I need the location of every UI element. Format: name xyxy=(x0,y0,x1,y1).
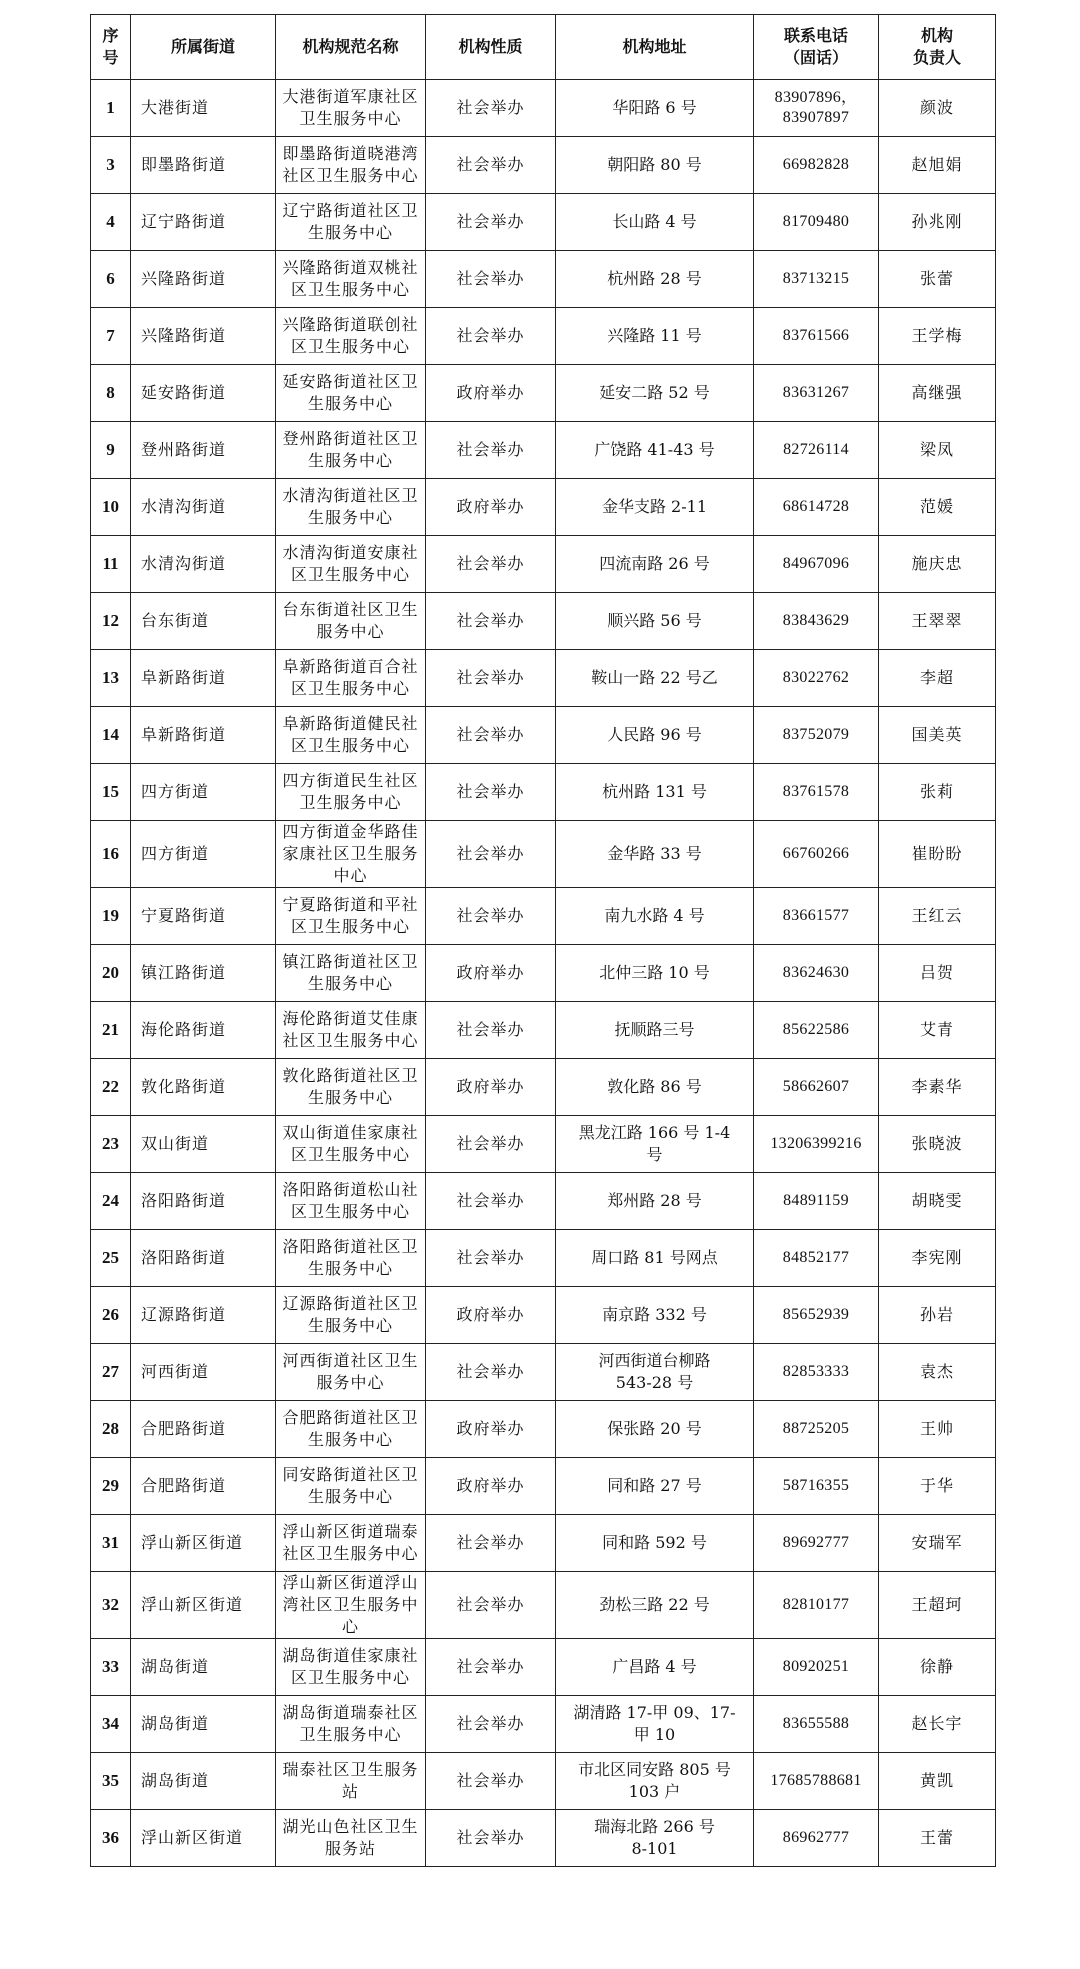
cell-idx: 14 xyxy=(91,707,131,764)
cell-person-in-charge: 李宪刚 xyxy=(879,1230,996,1287)
cell-institution-type: 社会举办 xyxy=(426,1696,556,1753)
cell-idx: 8 xyxy=(91,365,131,422)
cell-street: 阜新路街道 xyxy=(131,650,276,707)
cell-phone: 83624630 xyxy=(754,945,879,1002)
cell-person-in-charge: 王翠翠 xyxy=(879,593,996,650)
cell-phone: 58662607 xyxy=(754,1059,879,1116)
cell-institution-type: 社会举办 xyxy=(426,1515,556,1572)
cell-institution-name: 兴隆路街道联创社区卫生服务中心 xyxy=(276,308,426,365)
cell-institution-name: 辽源路街道社区卫生服务中心 xyxy=(276,1287,426,1344)
cell-phone: 83907896， 83907897 xyxy=(754,80,879,137)
table-row xyxy=(91,365,996,422)
table-row xyxy=(91,1002,996,1059)
cell-street: 湖岛街道 xyxy=(131,1696,276,1753)
cell-street: 大港街道 xyxy=(131,80,276,137)
cell-institution-type: 社会举办 xyxy=(426,821,556,888)
cell-idx: 1 xyxy=(91,80,131,137)
table-row xyxy=(91,1572,996,1639)
cell-phone: 83631267 xyxy=(754,365,879,422)
cell-person-in-charge: 孙兆刚 xyxy=(879,194,996,251)
cell-person-in-charge: 赵旭娟 xyxy=(879,137,996,194)
cell-institution-type: 政府举办 xyxy=(426,1059,556,1116)
cell-institution-name: 阜新路街道健民社区卫生服务中心 xyxy=(276,707,426,764)
cell-phone: 82726114 xyxy=(754,422,879,479)
cell-institution-name: 阜新路街道百合社区卫生服务中心 xyxy=(276,650,426,707)
cell-address: 同和路 592 号 xyxy=(556,1515,754,1572)
cell-person-in-charge: 孙岩 xyxy=(879,1287,996,1344)
cell-institution-type: 社会举办 xyxy=(426,1116,556,1173)
cell-institution-name: 台东街道社区卫生服务中心 xyxy=(276,593,426,650)
cell-person-in-charge: 高继强 xyxy=(879,365,996,422)
cell-phone: 83661577 xyxy=(754,888,879,945)
cell-address: 敦化路 86 号 xyxy=(556,1059,754,1116)
cell-institution-type: 社会举办 xyxy=(426,1639,556,1696)
cell-address: 金华路 33 号 xyxy=(556,821,754,888)
cell-address: 周口路 81 号网点 xyxy=(556,1230,754,1287)
cell-address: 北仲三路 10 号 xyxy=(556,945,754,1002)
cell-institution-type: 社会举办 xyxy=(426,251,556,308)
cell-idx: 10 xyxy=(91,479,131,536)
cell-person-in-charge: 王蕾 xyxy=(879,1810,996,1867)
cell-institution-type: 政府举办 xyxy=(426,945,556,1002)
cell-institution-type: 社会举办 xyxy=(426,1344,556,1401)
table-row xyxy=(91,308,996,365)
cell-institution-name: 敦化路街道社区卫生服务中心 xyxy=(276,1059,426,1116)
table-row xyxy=(91,650,996,707)
table-row xyxy=(91,888,996,945)
cell-phone: 68614728 xyxy=(754,479,879,536)
table-row xyxy=(91,764,996,821)
cell-phone: 82853333 xyxy=(754,1344,879,1401)
cell-idx: 35 xyxy=(91,1753,131,1810)
table-row xyxy=(91,1753,996,1810)
cell-phone: 83655588 xyxy=(754,1696,879,1753)
cell-phone: 83843629 xyxy=(754,593,879,650)
cell-address: 金华支路 2-11 xyxy=(556,479,754,536)
cell-person-in-charge: 胡晓雯 xyxy=(879,1173,996,1230)
cell-institution-name: 延安路街道社区卫生服务中心 xyxy=(276,365,426,422)
cell-idx: 36 xyxy=(91,1810,131,1867)
cell-institution-type: 社会举办 xyxy=(426,1572,556,1639)
header-address: 机构地址 xyxy=(556,15,754,80)
cell-institution-name: 瑞泰社区卫生服务站 xyxy=(276,1753,426,1810)
cell-phone: 83761578 xyxy=(754,764,879,821)
cell-address: 杭州路 28 号 xyxy=(556,251,754,308)
cell-person-in-charge: 李超 xyxy=(879,650,996,707)
cell-person-in-charge: 国美英 xyxy=(879,707,996,764)
cell-phone: 84852177 xyxy=(754,1230,879,1287)
cell-person-in-charge: 王红云 xyxy=(879,888,996,945)
cell-institution-type: 社会举办 xyxy=(426,422,556,479)
cell-person-in-charge: 颜波 xyxy=(879,80,996,137)
table-row xyxy=(91,80,996,137)
cell-street: 兴隆路街道 xyxy=(131,251,276,308)
table-row xyxy=(91,821,996,888)
table-row xyxy=(91,1287,996,1344)
table-header xyxy=(91,15,996,80)
cell-street: 湖岛街道 xyxy=(131,1753,276,1810)
header-idx: 序 号 xyxy=(91,15,131,80)
cell-address: 延安二路 52 号 xyxy=(556,365,754,422)
cell-address: 南九水路 4 号 xyxy=(556,888,754,945)
cell-idx: 3 xyxy=(91,137,131,194)
cell-idx: 11 xyxy=(91,536,131,593)
table-row xyxy=(91,1810,996,1867)
cell-person-in-charge: 崔盼盼 xyxy=(879,821,996,888)
table-row xyxy=(91,1344,996,1401)
cell-institution-name: 辽宁路街道社区卫生服务中心 xyxy=(276,194,426,251)
cell-idx: 34 xyxy=(91,1696,131,1753)
cell-idx: 9 xyxy=(91,422,131,479)
table-row xyxy=(91,1515,996,1572)
cell-person-in-charge: 张蕾 xyxy=(879,251,996,308)
cell-phone: 83752079 xyxy=(754,707,879,764)
table-row xyxy=(91,251,996,308)
cell-person-in-charge: 安瑞军 xyxy=(879,1515,996,1572)
cell-street: 即墨路街道 xyxy=(131,137,276,194)
cell-institution-type: 社会举办 xyxy=(426,650,556,707)
cell-institution-type: 政府举办 xyxy=(426,365,556,422)
table-row xyxy=(91,422,996,479)
cell-person-in-charge: 张莉 xyxy=(879,764,996,821)
cell-person-in-charge: 梁凤 xyxy=(879,422,996,479)
cell-address: 南京路 332 号 xyxy=(556,1287,754,1344)
cell-street: 洛阳路街道 xyxy=(131,1230,276,1287)
table-row xyxy=(91,137,996,194)
cell-institution-type: 社会举办 xyxy=(426,1230,556,1287)
cell-institution-type: 社会举办 xyxy=(426,536,556,593)
cell-address: 华阳路 6 号 xyxy=(556,80,754,137)
cell-institution-name: 登州路街道社区卫生服务中心 xyxy=(276,422,426,479)
cell-idx: 22 xyxy=(91,1059,131,1116)
cell-idx: 32 xyxy=(91,1572,131,1639)
cell-street: 宁夏路街道 xyxy=(131,888,276,945)
header-street: 所属街道 xyxy=(131,15,276,80)
cell-person-in-charge: 张晓波 xyxy=(879,1116,996,1173)
cell-phone: 81709480 xyxy=(754,194,879,251)
cell-phone: 85652939 xyxy=(754,1287,879,1344)
cell-idx: 20 xyxy=(91,945,131,1002)
cell-street: 辽宁路街道 xyxy=(131,194,276,251)
table-row xyxy=(91,536,996,593)
cell-address: 四流南路 26 号 xyxy=(556,536,754,593)
cell-address: 兴隆路 11 号 xyxy=(556,308,754,365)
cell-person-in-charge: 赵长宇 xyxy=(879,1696,996,1753)
cell-address: 市北区同安路 805 号 103 户 xyxy=(556,1753,754,1810)
cell-street: 水清沟街道 xyxy=(131,479,276,536)
cell-address: 顺兴路 56 号 xyxy=(556,593,754,650)
cell-phone: 84891159 xyxy=(754,1173,879,1230)
table-row xyxy=(91,707,996,764)
cell-person-in-charge: 施庆忠 xyxy=(879,536,996,593)
cell-address: 郑州路 28 号 xyxy=(556,1173,754,1230)
cell-address: 河西街道台柳路 543-28 号 xyxy=(556,1344,754,1401)
header-person: 机构 负责人 xyxy=(879,15,996,80)
cell-address: 同和路 27 号 xyxy=(556,1458,754,1515)
cell-street: 合肥路街道 xyxy=(131,1401,276,1458)
cell-street: 洛阳路街道 xyxy=(131,1173,276,1230)
cell-street: 镇江路街道 xyxy=(131,945,276,1002)
table-row xyxy=(91,1696,996,1753)
cell-idx: 16 xyxy=(91,821,131,888)
cell-institution-name: 合肥路街道社区卫生服务中心 xyxy=(276,1401,426,1458)
table-row xyxy=(91,945,996,1002)
cell-idx: 13 xyxy=(91,650,131,707)
cell-institution-name: 兴隆路街道双桃社区卫生服务中心 xyxy=(276,251,426,308)
table-row xyxy=(91,1458,996,1515)
cell-idx: 33 xyxy=(91,1639,131,1696)
cell-idx: 26 xyxy=(91,1287,131,1344)
cell-phone: 58716355 xyxy=(754,1458,879,1515)
cell-phone: 66982828 xyxy=(754,137,879,194)
institution-table-sheet xyxy=(90,14,995,1867)
cell-phone: 13206399216 xyxy=(754,1116,879,1173)
cell-phone: 86962777 xyxy=(754,1810,879,1867)
cell-idx: 31 xyxy=(91,1515,131,1572)
cell-institution-name: 水清沟街道社区卫生服务中心 xyxy=(276,479,426,536)
cell-idx: 7 xyxy=(91,308,131,365)
cell-person-in-charge: 王超珂 xyxy=(879,1572,996,1639)
cell-street: 浮山新区街道 xyxy=(131,1515,276,1572)
table-body xyxy=(91,80,996,1867)
cell-phone: 85622586 xyxy=(754,1002,879,1059)
header-phone: 联系电话 （固话） xyxy=(754,15,879,80)
cell-person-in-charge: 徐静 xyxy=(879,1639,996,1696)
cell-institution-type: 政府举办 xyxy=(426,1458,556,1515)
table-row xyxy=(91,194,996,251)
cell-institution-name: 湖光山色社区卫生服务站 xyxy=(276,1810,426,1867)
cell-institution-type: 社会举办 xyxy=(426,308,556,365)
cell-street: 登州路街道 xyxy=(131,422,276,479)
header-type: 机构性质 xyxy=(426,15,556,80)
cell-person-in-charge: 王帅 xyxy=(879,1401,996,1458)
cell-institution-type: 社会举办 xyxy=(426,764,556,821)
cell-institution-type: 社会举办 xyxy=(426,888,556,945)
cell-street: 河西街道 xyxy=(131,1344,276,1401)
cell-street: 浮山新区街道 xyxy=(131,1810,276,1867)
cell-phone: 17685788681 xyxy=(754,1753,879,1810)
cell-person-in-charge: 黄凯 xyxy=(879,1753,996,1810)
cell-institution-name: 洛阳路街道社区卫生服务中心 xyxy=(276,1230,426,1287)
cell-institution-name: 双山街道佳家康社区卫生服务中心 xyxy=(276,1116,426,1173)
cell-street: 延安路街道 xyxy=(131,365,276,422)
cell-phone: 88725205 xyxy=(754,1401,879,1458)
cell-street: 四方街道 xyxy=(131,821,276,888)
cell-address: 广饶路 41-43 号 xyxy=(556,422,754,479)
table-row xyxy=(91,593,996,650)
cell-address: 保张路 20 号 xyxy=(556,1401,754,1458)
cell-institution-type: 社会举办 xyxy=(426,137,556,194)
cell-address: 劲松三路 22 号 xyxy=(556,1572,754,1639)
cell-idx: 19 xyxy=(91,888,131,945)
cell-address: 广昌路 4 号 xyxy=(556,1639,754,1696)
cell-person-in-charge: 于华 xyxy=(879,1458,996,1515)
cell-institution-name: 四方街道民生社区卫生服务中心 xyxy=(276,764,426,821)
table-row xyxy=(91,1401,996,1458)
cell-idx: 29 xyxy=(91,1458,131,1515)
cell-institution-name: 水清沟街道安康社区卫生服务中心 xyxy=(276,536,426,593)
cell-institution-type: 社会举办 xyxy=(426,593,556,650)
table-row xyxy=(91,479,996,536)
cell-institution-name: 大港街道军康社区卫生服务中心 xyxy=(276,80,426,137)
cell-idx: 24 xyxy=(91,1173,131,1230)
cell-idx: 4 xyxy=(91,194,131,251)
cell-person-in-charge: 吕贺 xyxy=(879,945,996,1002)
cell-address: 朝阳路 80 号 xyxy=(556,137,754,194)
cell-idx: 25 xyxy=(91,1230,131,1287)
cell-institution-type: 政府举办 xyxy=(426,1287,556,1344)
cell-person-in-charge: 王学梅 xyxy=(879,308,996,365)
cell-address: 抚顺路三号 xyxy=(556,1002,754,1059)
cell-address: 杭州路 131 号 xyxy=(556,764,754,821)
cell-institution-name: 河西街道社区卫生服务中心 xyxy=(276,1344,426,1401)
cell-idx: 28 xyxy=(91,1401,131,1458)
cell-institution-type: 社会举办 xyxy=(426,1753,556,1810)
cell-idx: 6 xyxy=(91,251,131,308)
cell-person-in-charge: 李素华 xyxy=(879,1059,996,1116)
table-row xyxy=(91,1639,996,1696)
institution-table xyxy=(90,14,996,1867)
cell-institution-name: 浮山新区街道浮山湾社区卫生服务中心 xyxy=(276,1572,426,1639)
cell-idx: 12 xyxy=(91,593,131,650)
cell-street: 双山街道 xyxy=(131,1116,276,1173)
cell-street: 阜新路街道 xyxy=(131,707,276,764)
cell-phone: 82810177 xyxy=(754,1572,879,1639)
cell-phone: 66760266 xyxy=(754,821,879,888)
cell-address: 鞍山一路 22 号乙 xyxy=(556,650,754,707)
cell-street: 水清沟街道 xyxy=(131,536,276,593)
cell-institution-name: 湖岛街道瑞泰社区卫生服务中心 xyxy=(276,1696,426,1753)
table-row xyxy=(91,1059,996,1116)
cell-street: 海伦路街道 xyxy=(131,1002,276,1059)
cell-street: 敦化路街道 xyxy=(131,1059,276,1116)
table-row xyxy=(91,1173,996,1230)
cell-institution-type: 政府举办 xyxy=(426,1401,556,1458)
cell-street: 台东街道 xyxy=(131,593,276,650)
cell-institution-type: 社会举办 xyxy=(426,1173,556,1230)
cell-institution-type: 社会举办 xyxy=(426,80,556,137)
cell-idx: 27 xyxy=(91,1344,131,1401)
cell-institution-name: 湖岛街道佳家康社区卫生服务中心 xyxy=(276,1639,426,1696)
cell-institution-name: 即墨路街道晓港湾社区卫生服务中心 xyxy=(276,137,426,194)
cell-phone: 83761566 xyxy=(754,308,879,365)
cell-idx: 21 xyxy=(91,1002,131,1059)
cell-person-in-charge: 艾青 xyxy=(879,1002,996,1059)
header-row xyxy=(91,15,996,80)
cell-idx: 23 xyxy=(91,1116,131,1173)
cell-phone: 84967096 xyxy=(754,536,879,593)
cell-phone: 83713215 xyxy=(754,251,879,308)
cell-street: 浮山新区街道 xyxy=(131,1572,276,1639)
cell-institution-type: 政府举办 xyxy=(426,479,556,536)
header-name: 机构规范名称 xyxy=(276,15,426,80)
cell-address: 长山路 4 号 xyxy=(556,194,754,251)
cell-idx: 15 xyxy=(91,764,131,821)
cell-phone: 89692777 xyxy=(754,1515,879,1572)
cell-address: 人民路 96 号 xyxy=(556,707,754,764)
cell-institution-name: 洛阳路街道松山社区卫生服务中心 xyxy=(276,1173,426,1230)
table-row xyxy=(91,1230,996,1287)
cell-address: 瑞海北路 266 号 8-101 xyxy=(556,1810,754,1867)
cell-institution-type: 社会举办 xyxy=(426,1810,556,1867)
cell-institution-name: 同安路街道社区卫生服务中心 xyxy=(276,1458,426,1515)
cell-street: 湖岛街道 xyxy=(131,1639,276,1696)
cell-institution-type: 社会举办 xyxy=(426,194,556,251)
cell-phone: 80920251 xyxy=(754,1639,879,1696)
cell-address: 黑龙江路 166 号 1-4 号 xyxy=(556,1116,754,1173)
cell-street: 兴隆路街道 xyxy=(131,308,276,365)
cell-institution-type: 社会举办 xyxy=(426,1002,556,1059)
cell-phone: 83022762 xyxy=(754,650,879,707)
cell-street: 合肥路街道 xyxy=(131,1458,276,1515)
cell-person-in-charge: 袁杰 xyxy=(879,1344,996,1401)
cell-street: 辽源路街道 xyxy=(131,1287,276,1344)
cell-institution-name: 海伦路街道艾佳康社区卫生服务中心 xyxy=(276,1002,426,1059)
cell-institution-type: 社会举办 xyxy=(426,707,556,764)
cell-institution-name: 宁夏路街道和平社区卫生服务中心 xyxy=(276,888,426,945)
cell-institution-name: 浮山新区街道瑞泰社区卫生服务中心 xyxy=(276,1515,426,1572)
cell-address: 湖清路 17-甲 09、17- 甲 10 xyxy=(556,1696,754,1753)
cell-institution-name: 镇江路街道社区卫生服务中心 xyxy=(276,945,426,1002)
table-row xyxy=(91,1116,996,1173)
cell-street: 四方街道 xyxy=(131,764,276,821)
cell-institution-name: 四方街道金华路佳家康社区卫生服务中心 xyxy=(276,821,426,888)
cell-person-in-charge: 范媛 xyxy=(879,479,996,536)
